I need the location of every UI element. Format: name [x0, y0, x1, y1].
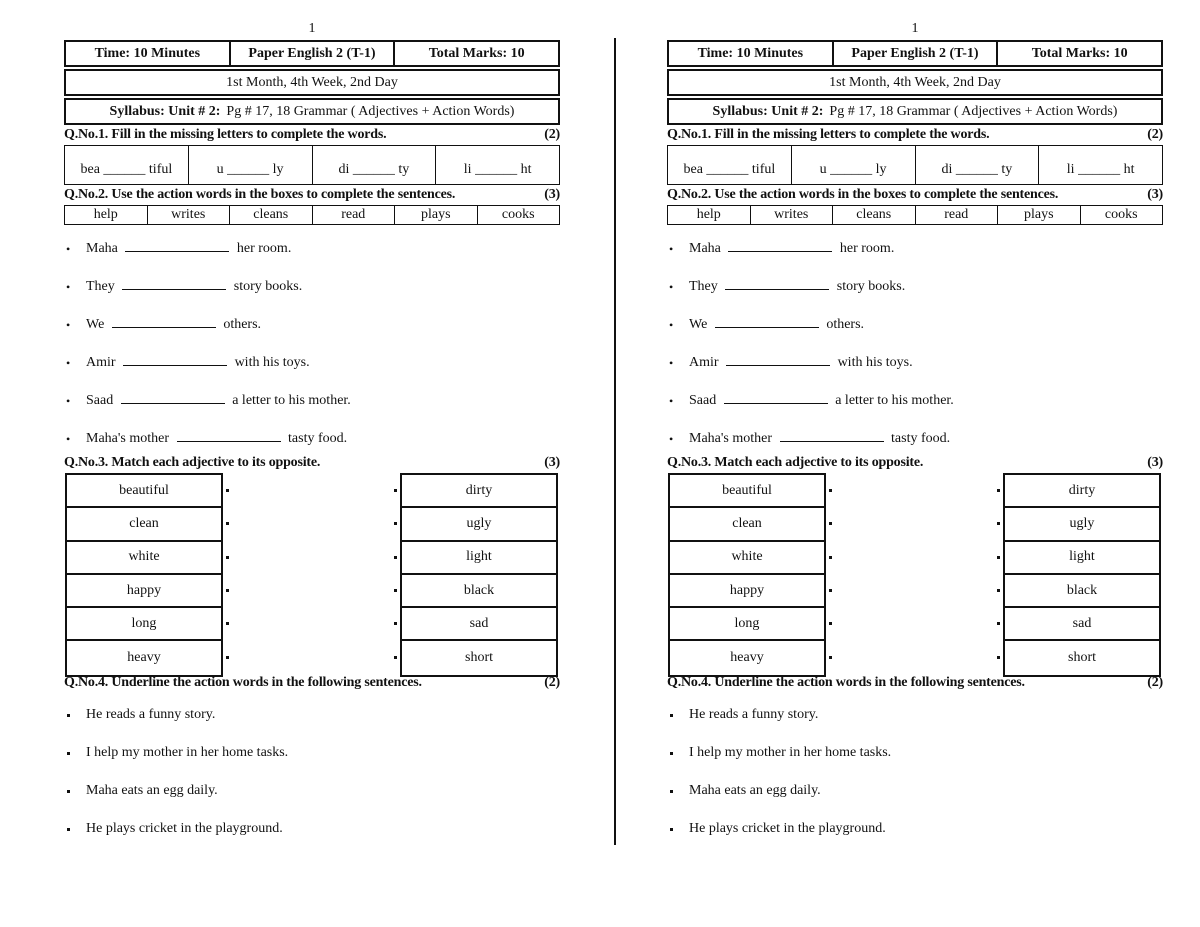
header-table — [667, 40, 1163, 67]
sentence-list — [64, 239, 560, 467]
answer-blank[interactable] — [724, 391, 828, 404]
underline-sentence[interactable]: He plays cricket in the playground. — [64, 819, 560, 857]
match-dot-left[interactable] — [226, 589, 229, 592]
match-dot-left[interactable] — [829, 656, 832, 659]
underline-sentence[interactable]: He reads a funny story. — [64, 705, 560, 743]
schedule-row: 1st Month, 4th Week, 2nd Day — [64, 69, 560, 96]
underline-list — [64, 705, 560, 857]
match-dot-right[interactable] — [394, 589, 397, 592]
bullet-icon: • — [66, 318, 71, 332]
action-word-box: read — [916, 206, 999, 224]
fill-word-cell[interactable]: bea ______ tiful — [668, 146, 792, 184]
bullet-icon: • — [66, 356, 71, 370]
sentence-item: • They story books. — [667, 277, 1163, 315]
opposite-cell: black — [402, 575, 556, 608]
bullet-icon: • — [66, 280, 71, 294]
action-word-box: cooks — [501, 207, 535, 222]
sentence-item: • Maha's mother tasty food. — [64, 429, 560, 467]
answer-blank[interactable] — [112, 315, 216, 328]
bullet-icon: • — [66, 394, 71, 408]
syllabus-text: Pg # 17, 18 Grammar ( Adjectives + Action Words) — [829, 103, 1118, 119]
match-dot-left[interactable] — [829, 489, 832, 492]
fill-word-cell[interactable]: di ______ ty — [313, 146, 437, 184]
opposite-column — [1003, 473, 1161, 677]
fill-word-cell[interactable]: u ______ ly — [792, 146, 916, 184]
match-dot-left[interactable] — [829, 556, 832, 559]
q2-heading: Q.No.2. Use the action words in the boxes to complete the sentences. (3) — [667, 187, 1163, 202]
match-dot-left[interactable] — [226, 656, 229, 659]
match-dot-left[interactable] — [226, 556, 229, 559]
bullet-icon — [67, 752, 70, 755]
adjective-cell: clean — [670, 508, 824, 541]
missing-letters-table — [667, 145, 1163, 185]
answer-blank[interactable] — [715, 315, 819, 328]
match-section — [667, 473, 1163, 673]
sentence-item: • We others. — [64, 315, 560, 353]
action-word-box: cleans — [230, 206, 313, 224]
worksheet-page-left — [64, 20, 560, 857]
bullet-icon — [67, 790, 70, 793]
action-words-table — [64, 205, 560, 225]
opposite-cell: light — [402, 542, 556, 575]
match-section — [64, 473, 560, 673]
bullet-icon: • — [669, 242, 674, 256]
opposite-cell: dirty — [1005, 475, 1159, 508]
page-number: 1 — [308, 21, 316, 36]
syllabus-label: Syllabus: Unit # 2: — [712, 103, 824, 119]
q1-heading: Q.No.1. Fill in the missing letters to complete the words. (2) — [667, 127, 1163, 142]
opposite-cell: ugly — [1005, 508, 1159, 541]
adjective-cell: long — [67, 608, 221, 641]
action-word-box: cooks — [1104, 207, 1138, 222]
sentence-item: • Saad a letter to his mother. — [667, 391, 1163, 429]
header-table — [64, 40, 560, 67]
adjective-column — [65, 473, 223, 677]
time-cell: Time: 10 Minutes — [66, 42, 231, 65]
syllabus-row — [64, 98, 560, 125]
adjective-cell: heavy — [127, 650, 161, 666]
opposite-cell: light — [1005, 542, 1159, 575]
match-dot-right[interactable] — [394, 656, 397, 659]
fill-word-cell[interactable]: u ______ ly — [189, 146, 313, 184]
adjective-cell: beautiful — [670, 475, 824, 508]
sentence-item: • Amir with his toys. — [667, 353, 1163, 391]
q2-heading: Q.No.2. Use the action words in the boxes to complete the sentences. (3) — [64, 187, 560, 202]
bullet-icon: • — [66, 432, 71, 446]
answer-blank[interactable] — [780, 429, 884, 442]
sentence-item: • Amir with his toys. — [64, 353, 560, 391]
adjective-cell: long — [670, 608, 824, 641]
action-word-box: writes — [148, 206, 231, 224]
adjective-column — [668, 473, 826, 677]
bullet-icon — [67, 828, 70, 831]
match-dot-right[interactable] — [394, 556, 397, 559]
underline-sentence[interactable]: Maha eats an egg daily. — [667, 781, 1163, 819]
adjective-cell: clean — [67, 508, 221, 541]
total-marks-cell: Total Marks: 10 — [1031, 45, 1128, 61]
time-cell: Time: 10 Minutes — [669, 42, 834, 65]
page-number: 1 — [911, 21, 919, 36]
opposite-column — [400, 473, 558, 677]
action-word-box: writes — [751, 206, 834, 224]
underline-sentence[interactable]: Maha eats an egg daily. — [64, 781, 560, 819]
schedule-row: 1st Month, 4th Week, 2nd Day — [667, 69, 1163, 96]
bullet-icon — [67, 714, 70, 717]
answer-blank[interactable] — [125, 239, 229, 252]
match-dot-left[interactable] — [829, 589, 832, 592]
syllabus-text: Pg # 17, 18 Grammar ( Adjectives + Action Words) — [226, 103, 515, 119]
underline-sentence[interactable]: I help my mother in her home tasks. — [667, 743, 1163, 781]
action-word-box: plays — [998, 206, 1081, 224]
bullet-icon: • — [669, 318, 674, 332]
bullet-icon — [670, 752, 673, 755]
match-dot-right[interactable] — [997, 522, 1000, 525]
missing-letters-table — [64, 145, 560, 185]
answer-blank[interactable] — [177, 429, 281, 442]
match-dot-right[interactable] — [997, 489, 1000, 492]
fill-word-cell[interactable]: bea ______ tiful — [65, 146, 189, 184]
q4-heading: Q.No.4. Underline the action words in the following sentences. (2) — [667, 675, 1163, 690]
match-dot-right[interactable] — [394, 622, 397, 625]
answer-blank[interactable] — [725, 277, 829, 290]
sentence-item: • We others. — [667, 315, 1163, 353]
match-dot-left[interactable] — [829, 522, 832, 525]
match-dot-right[interactable] — [997, 622, 1000, 625]
answer-blank[interactable] — [122, 277, 226, 290]
opposite-cell: short — [465, 650, 493, 666]
total-marks-cell: Total Marks: 10 — [428, 45, 525, 61]
syllabus-row — [667, 98, 1163, 125]
sentence-list — [667, 239, 1163, 467]
underline-sentence[interactable]: He reads a funny story. — [667, 705, 1163, 743]
answer-blank[interactable] — [728, 239, 832, 252]
q1-heading: Q.No.1. Fill in the missing letters to complete the words. (2) — [64, 127, 560, 142]
bullet-icon: • — [66, 242, 71, 256]
sentence-item: • They story books. — [64, 277, 560, 315]
opposite-cell: ugly — [402, 508, 556, 541]
opposite-cell: sad — [402, 608, 556, 641]
fill-word-cell[interactable]: li ______ ht — [1066, 162, 1135, 177]
action-words-table — [667, 205, 1163, 225]
match-dot-right[interactable] — [997, 556, 1000, 559]
q4-heading: Q.No.4. Underline the action words in the following sentences. (2) — [64, 675, 560, 690]
match-dot-right[interactable] — [394, 522, 397, 525]
bullet-icon: • — [669, 432, 674, 446]
bullet-icon — [670, 828, 673, 831]
adjective-cell: heavy — [730, 650, 764, 666]
match-dot-right[interactable] — [997, 589, 1000, 592]
worksheet-page-right — [667, 20, 1163, 857]
bullet-icon — [670, 790, 673, 793]
sentence-item: • Maha's mother tasty food. — [667, 429, 1163, 467]
answer-blank[interactable] — [123, 353, 227, 366]
page-divider — [614, 38, 616, 845]
adjective-cell: white — [670, 542, 824, 575]
answer-blank[interactable] — [726, 353, 830, 366]
answer-blank[interactable] — [121, 391, 225, 404]
opposite-cell: black — [1005, 575, 1159, 608]
action-word-box: help — [65, 206, 148, 224]
underline-sentence[interactable]: I help my mother in her home tasks. — [64, 743, 560, 781]
opposite-cell: dirty — [402, 475, 556, 508]
sentence-item: • Saad a letter to his mother. — [64, 391, 560, 429]
match-dot-right[interactable] — [997, 656, 1000, 659]
adjective-cell: beautiful — [67, 475, 221, 508]
action-word-box: plays — [395, 206, 478, 224]
adjective-cell: happy — [670, 575, 824, 608]
opposite-cell: short — [1068, 650, 1096, 666]
match-dot-left[interactable] — [226, 622, 229, 625]
match-dot-left[interactable] — [829, 622, 832, 625]
adjective-cell: happy — [67, 575, 221, 608]
q3-heading: Q.No.3. Match each adjective to its opposite. (3) — [64, 455, 560, 470]
match-dot-left[interactable] — [226, 489, 229, 492]
q3-heading: Q.No.3. Match each adjective to its opposite. (3) — [667, 455, 1163, 470]
underline-sentence[interactable]: He plays cricket in the playground. — [667, 819, 1163, 857]
fill-word-cell[interactable]: li ______ ht — [463, 162, 532, 177]
sentence-item: • Maha her room. — [667, 239, 1163, 277]
syllabus-label: Syllabus: Unit # 2: — [109, 103, 221, 119]
underline-list — [667, 705, 1163, 857]
bullet-icon: • — [669, 280, 674, 294]
opposite-cell: sad — [1005, 608, 1159, 641]
adjective-cell: white — [67, 542, 221, 575]
action-word-box: cleans — [833, 206, 916, 224]
match-dot-left[interactable] — [226, 522, 229, 525]
bullet-icon — [670, 714, 673, 717]
fill-word-cell[interactable]: di ______ ty — [916, 146, 1040, 184]
paper-cell: Paper English 2 (T-1) — [231, 42, 396, 65]
bullet-icon: • — [669, 356, 674, 370]
action-word-box: read — [313, 206, 396, 224]
paper-cell: Paper English 2 (T-1) — [834, 42, 999, 65]
action-word-box: help — [668, 206, 751, 224]
match-dot-right[interactable] — [394, 489, 397, 492]
sentence-item: • Maha her room. — [64, 239, 560, 277]
bullet-icon: • — [669, 394, 674, 408]
